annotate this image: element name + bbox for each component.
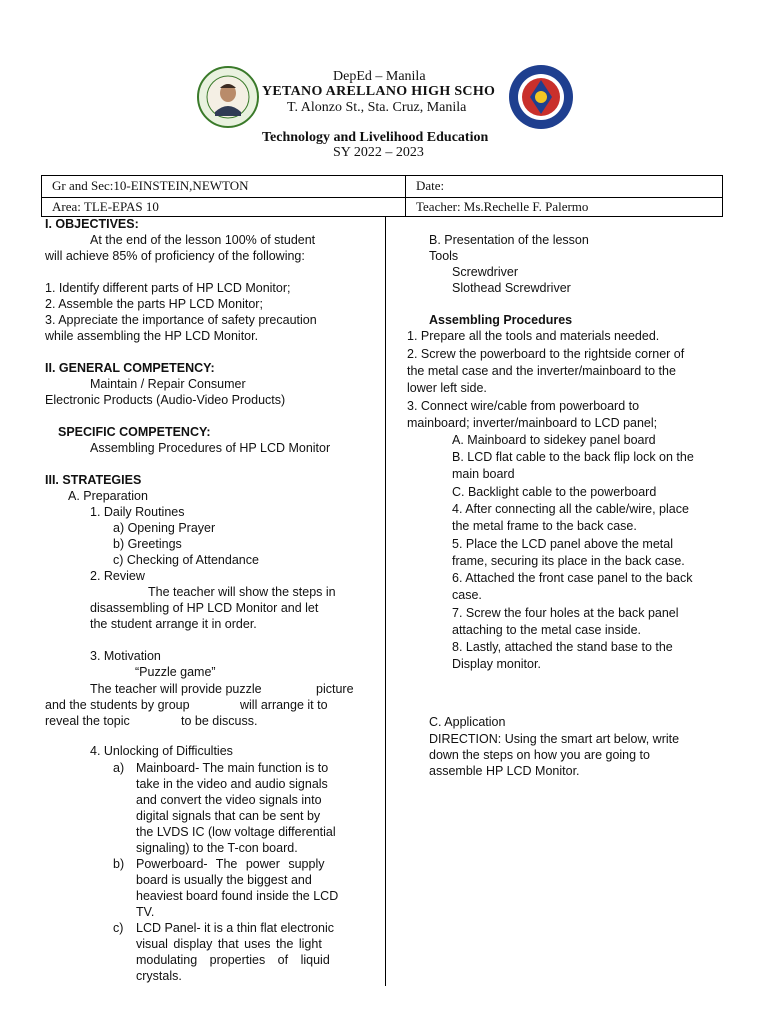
tool-screwdriver: Screwdriver (452, 265, 518, 279)
step-4a: 4. After connecting all the cable/wire, place (452, 502, 689, 516)
step-7a: 7. Screw the four holes at the back panel (452, 606, 679, 620)
step-2a: 2. Screw the powerboard to the rightside corner of (407, 347, 685, 361)
unlock-c-3: modulating properties of liquid (136, 953, 330, 967)
unlock-a-label: a) (113, 761, 125, 775)
unlock-c-2: visual display that uses the light (136, 937, 322, 951)
step-5b: frame, securing its place in the back case. (452, 554, 685, 568)
step-2c: lower left side. (407, 381, 487, 395)
deped-seal-right (508, 64, 574, 130)
motivation-text-3a: reveal the topic (45, 714, 130, 728)
application-item: C. Application (429, 715, 506, 729)
tools-label: Tools (429, 249, 459, 263)
gr-sec-cell (41, 175, 406, 198)
step-2b: the metal case and the inverter/mainboard to the (407, 364, 676, 378)
unlock-c-4: crystals. (136, 969, 182, 983)
unlock-b-4: TV. (136, 905, 155, 919)
unlock-b-3: heaviest board found inside the LCD (136, 889, 339, 903)
opening-prayer-item: a) Opening Prayer (113, 521, 216, 535)
unlock-c-1: LCD Panel- it is a thin flat electronic (136, 921, 335, 935)
unlock-b-label: b) (113, 857, 125, 871)
daily-routines-item: 1. Daily Routines (90, 505, 185, 519)
review-item: 2. Review (90, 569, 145, 583)
objective-2: 2. Assemble the parts HP LCD Monitor; (45, 297, 263, 311)
motivation-text-2a: and the students by group (45, 698, 190, 712)
attendance-item: c) Checking of Attendance (113, 553, 259, 567)
step-5a: 5. Place the LCD panel above the metal (452, 537, 673, 551)
date-cell (405, 175, 723, 198)
specific-competency-1: Assembling Procedures of HP LCD Monitor (90, 441, 331, 455)
date-text: Date: (416, 178, 445, 193)
review-text-1: The teacher will show the steps in (148, 585, 336, 599)
header-subject: Technology and Livelihood Education (262, 130, 489, 145)
tool-slothead-screwdriver: Slothead Screwdriver (452, 281, 571, 295)
objectives-intro-1: At the end of the lesson 100% of student (90, 233, 316, 247)
header-school-name: YETANO ARELLANO HIGH SCHO (262, 84, 496, 99)
step-6a: 6. Attached the front case panel to the back (452, 571, 693, 585)
direction-3: assemble HP LCD Monitor. (429, 764, 580, 778)
assembling-procedures-heading: Assembling Procedures (429, 313, 573, 327)
unlock-b-2: board is usually the biggest and (136, 873, 312, 887)
step-6b: case. (452, 588, 482, 602)
presentation-item: B. Presentation of the lesson (429, 233, 589, 247)
step-3b: mainboard; inverter/mainboard to LCD panel; (407, 416, 658, 430)
general-competency-1: Maintain / Repair Consumer (90, 377, 246, 391)
step-8b: Display monitor. (452, 657, 541, 671)
step-1: 1. Prepare all the tools and materials needed. (407, 329, 660, 343)
area-text: Area: TLE-EPAS 10 (52, 199, 159, 214)
unlock-c-label: c) (113, 921, 124, 935)
step-3-c: C. Backlight cable to the powerboard (452, 485, 657, 499)
motivation-item: 3. Motivation (90, 649, 161, 663)
unlock-a-2: take in the video and audio signals (136, 777, 328, 791)
specific-competency-heading: SPECIFIC COMPETENCY: (58, 425, 211, 439)
header-address: T. Alonzo St., Sta. Cruz, Manila (287, 100, 467, 115)
school-seal-left (197, 66, 259, 128)
teacher-text: Teacher: Ms.Rechelle F. Palermo (416, 199, 589, 214)
step-3-a: A. Mainboard to sidekey panel board (452, 433, 656, 447)
step-8a: 8. Lastly, attached the stand base to the (452, 640, 673, 654)
unlocking-item: 4. Unlocking of Difficulties (90, 744, 233, 758)
review-text-2: disassembling of HP LCD Monitor and let (90, 601, 319, 615)
objective-3a: 3. Appreciate the importance of safety precaution (45, 313, 317, 327)
gr-sec-text: Gr and Sec:10-EINSTEIN,NEWTON (52, 178, 249, 193)
step-3-b1: B. LCD flat cable to the back flip lock on the (452, 450, 694, 464)
unlock-a-4: digital signals that can be sent by (136, 809, 321, 823)
strategies-heading: III. STRATEGIES (45, 473, 142, 487)
direction-1: DIRECTION: Using the smart art below, write (429, 732, 680, 746)
review-text-3: the student arrange it in order. (90, 617, 257, 631)
step-3-b2: main board (452, 467, 515, 481)
motivation-text-3b: to be discuss. (181, 714, 258, 728)
greetings-item: b) Greetings (113, 537, 182, 551)
unlock-a-5: the LVDS IC (low voltage differential (136, 825, 336, 839)
step-3a: 3. Connect wire/cable from powerboard to (407, 399, 640, 413)
header-line-deped: DepEd – Manila (333, 69, 426, 84)
unlock-a-3: and convert the video signals into (136, 793, 322, 807)
unlock-b-1: Powerboard- The power supply (136, 857, 325, 871)
header-school-year: SY 2022 – 2023 (333, 145, 424, 160)
objectives-intro-2: will achieve 85% of proficiency of the following: (45, 249, 305, 263)
step-4b: the metal frame to the back case. (452, 519, 637, 533)
preparation-item: A. Preparation (68, 489, 148, 503)
area-cell (41, 197, 406, 217)
motivation-text-1b: picture (316, 682, 354, 696)
objectives-heading: I. OBJECTIVES: (45, 217, 139, 231)
motivation-title: “Puzzle game” (135, 665, 216, 679)
general-competency-2: Electronic Products (Audio-Video Products) (45, 393, 286, 407)
objective-1: 1. Identify different parts of HP LCD Monitor; (45, 281, 291, 295)
step-7b: attaching to the metal case inside. (452, 623, 642, 637)
unlock-a-1: Mainboard- The main function is to (136, 761, 329, 775)
unlock-a-6: signaling) to the T-con board. (136, 841, 298, 855)
motivation-text-2b: will arrange it to (240, 698, 328, 712)
direction-2: down the steps on how you are going to (429, 748, 650, 762)
general-competency-heading: II. GENERAL COMPETENCY: (45, 361, 215, 375)
teacher-cell (405, 197, 723, 217)
column-divider (385, 216, 386, 986)
objective-3b: while assembling the HP LCD Monitor. (45, 329, 259, 343)
motivation-text-1a: The teacher will provide puzzle (90, 682, 262, 696)
